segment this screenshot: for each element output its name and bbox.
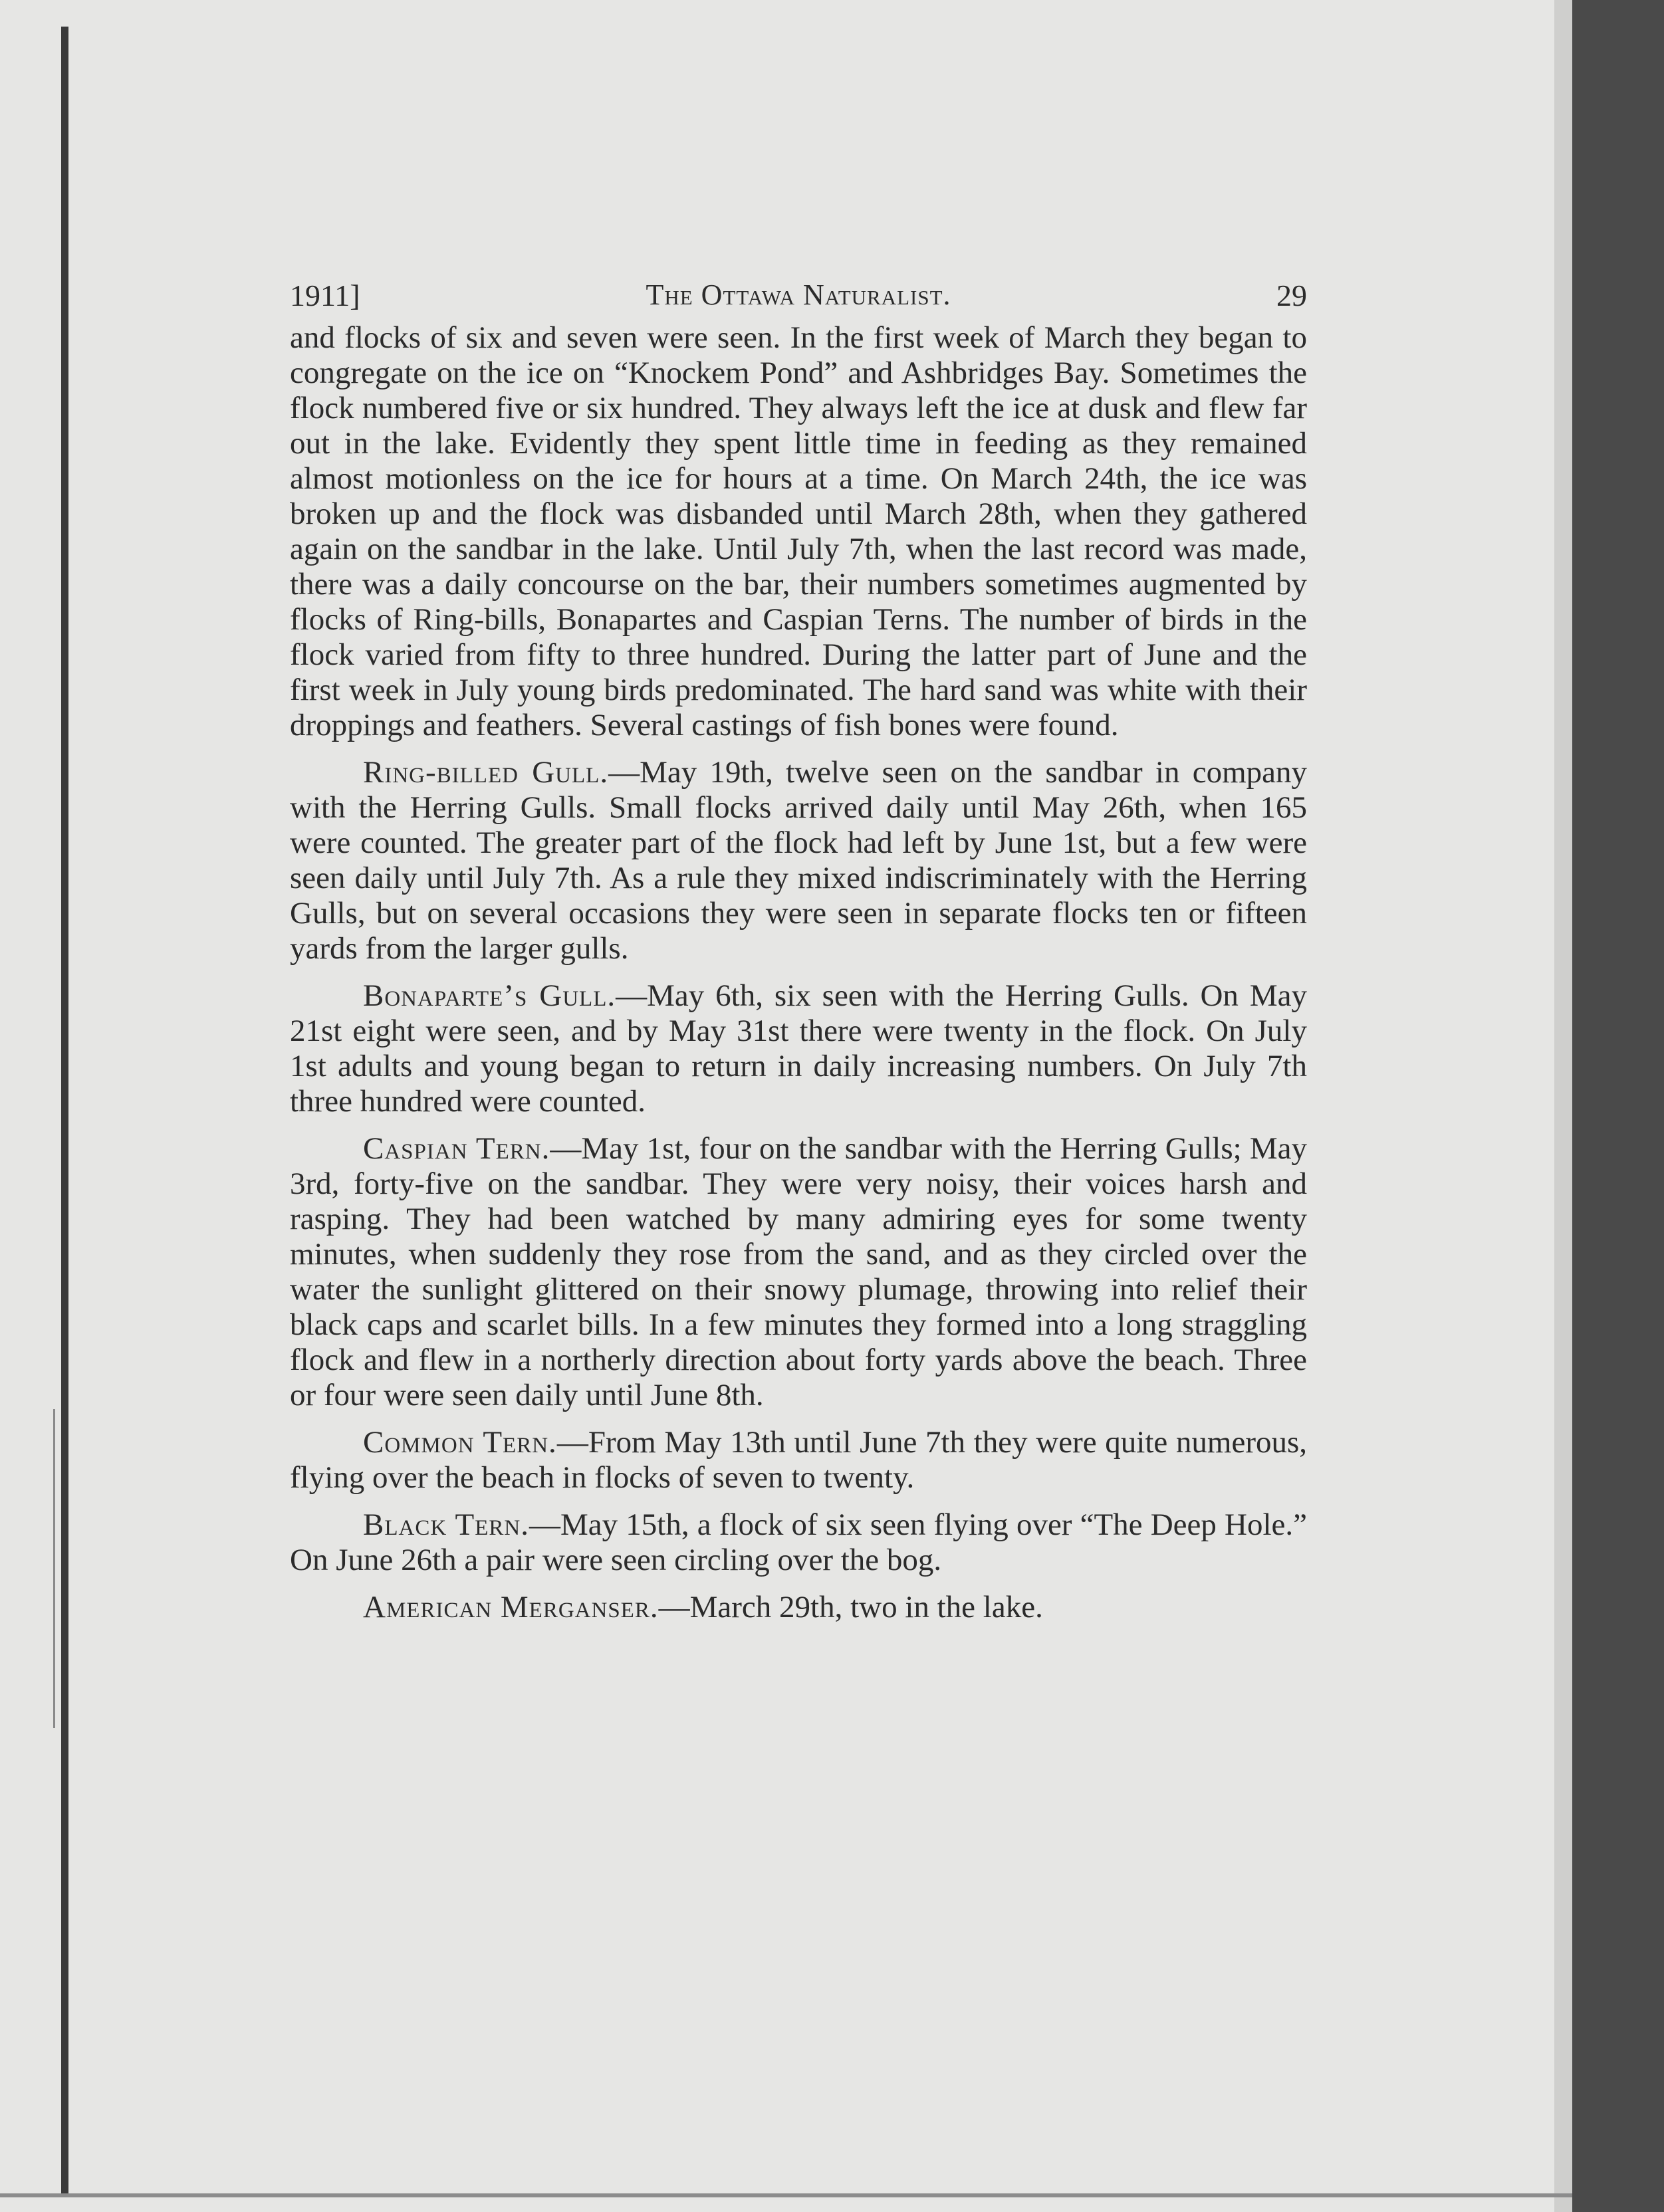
species-heading: Caspian Tern. bbox=[363, 1131, 550, 1166]
running-head bbox=[290, 267, 1307, 320]
header-year: 1911] bbox=[290, 278, 360, 312]
species-text: —May 1st, four on the sandbar with the Herring Gulls; May 3rd, forty-five on the sandbar. They were very noisy, their voices harsh and rasping. They had been watched by many admiring eyes for some twenty minutes, when suddenly they rose from the sand, and as they circled over the water the sunlight glittered on their snowy plumage, throwing into relief their black caps and scarlet bills. In a few minutes they formed into a long straggling flock and flew in a northerly direction about forty yards above the beach. Three or four were seen daily until June 8th. bbox=[290, 1131, 1307, 1412]
species-entry bbox=[290, 755, 1307, 966]
species-heading: Black Tern. bbox=[363, 1507, 529, 1542]
paragraph-continuation bbox=[290, 320, 1307, 743]
species-entry bbox=[290, 1131, 1307, 1413]
binding-edge bbox=[61, 27, 68, 2193]
species-heading: Ring-billed Gull. bbox=[363, 755, 609, 790]
species-text: —May 6th, six seen with the Herring Gulls. On May 21st eight were seen, and by May 31st there were twenty in the flock. On July 1st adults and young began to return in daily increasing numbers. On July 7th three hundred were counted. bbox=[290, 978, 1308, 1119]
species-text: —May 19th, twelve seen on the sandbar in company with the Herring Gulls. Small flocks arrived daily until May 26th, when 165 were counted. The greater part of the flock had left by June 1st, but a few were seen daily until July 7th. As a rule they mixed indiscriminately with the Herring Gulls, but on several occasions they were seen in separate flocks ten or fifteen yards from the larger gulls. bbox=[290, 755, 1307, 966]
species-heading: Common Tern. bbox=[363, 1425, 557, 1460]
page-edge bbox=[1554, 0, 1572, 2212]
species-entry bbox=[290, 1590, 1307, 1625]
species-entry bbox=[290, 1507, 1307, 1578]
species-text: —March 29th, two in the lake. bbox=[658, 1590, 1043, 1624]
species-heading: Bonaparte’s Gull. bbox=[363, 978, 616, 1013]
species-text: —May 15th, a flock of six seen flying over “The Deep Hole.” On June 26th a pair were seen circling over the bog. bbox=[290, 1507, 1308, 1577]
scanner-margin bbox=[1572, 0, 1664, 2212]
species-text: —From May 13th until June 7th they were quite numerous, flying over the beach in flocks of seven to twenty. bbox=[290, 1425, 1308, 1495]
journal-title: The Ottawa Naturalist. bbox=[646, 278, 951, 311]
paragraph-text: and flocks of six and seven were seen. In the first week of March they began to congregate on the ice on “Knockem Pond” and Ashbridges Bay. Sometimes the flock numbered five or six hundred. They always left the ice at dusk and flew far out in the lake. Evidently they spent little time in feeding as they remained almost motionless on the ice for hours at a time. On March 24th, the ice was broken up and the flock was disbanded until March 28th, when they gathered again on the sandbar in the lake. Until July 7th, when the last record was made, there was a daily concourse on the bar, their numbers sometimes augmented by flocks of Ring-bills, Bonapartes and Caspian Terns. The number of birds in the flock varied from fifty to three hundred. During the latter part of June and the first week in July young birds predominated. The hard sand was white with their droppings and feathers. Several castings of fish bones were found. bbox=[290, 320, 1307, 742]
binding-shadow bbox=[53, 1409, 55, 1728]
page-number: 29 bbox=[1276, 278, 1307, 312]
species-entry bbox=[290, 1425, 1307, 1495]
species-heading: American Merganser. bbox=[363, 1590, 659, 1624]
page-body bbox=[290, 267, 1307, 1625]
bottom-edge bbox=[0, 2193, 1572, 2197]
species-entry bbox=[290, 978, 1307, 1119]
